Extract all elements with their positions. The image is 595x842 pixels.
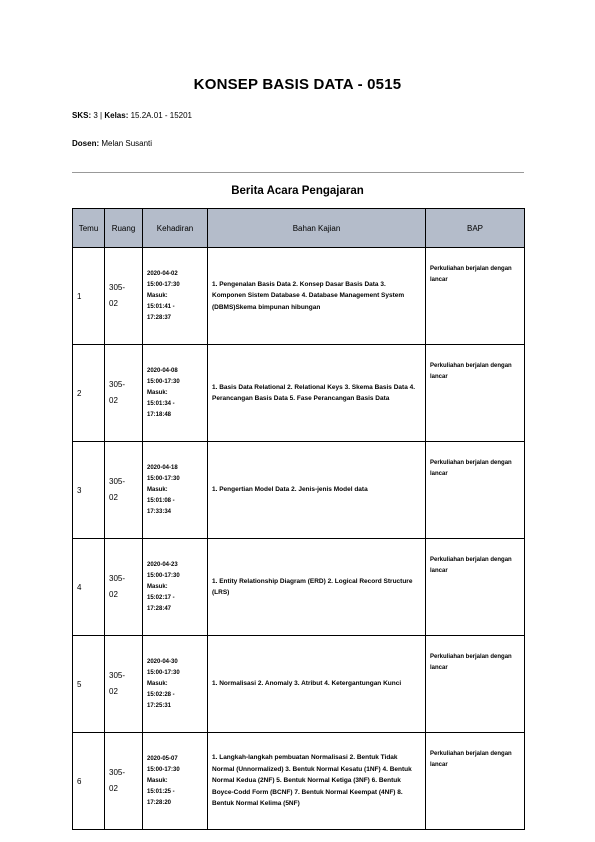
cell-bahan-kajian: 1. Langkah-langkah pembuatan Normalisasi 2. Bentuk Tidak Normal (Unnormalized) 3. Bentuk Normal Kesatu (1NF) 4. Bentuk Normal Kedua (2NF) 5. Bentuk Normal Ketiga (3NF) 6. Bentuk Boyce-Codd Form (BCNF) 7. Bentuk Normal Keempat (4NF) 8. Bentuk Normal Kelima (5NF) xyxy=(208,733,426,830)
table-header-row xyxy=(73,209,525,248)
cell-ruang: 305- 02 xyxy=(105,442,143,539)
cell-temu: 1 xyxy=(73,248,105,345)
cell-kehadiran: 2020-04-23 15:00-17:30 Masuk: 15:02:17 - 17:28:47 xyxy=(143,539,208,636)
cell-bahan-kajian: 1. Normalisasi 2. Anomaly 3. Atribut 4. Ketergantungan Kunci xyxy=(208,636,426,733)
cell-ruang: 305- 02 xyxy=(105,733,143,830)
kelas-label: Kelas: xyxy=(104,111,129,120)
dosen-label: Dosen: xyxy=(72,139,100,148)
sks-value: 3 xyxy=(93,111,98,120)
header-ruang: Ruang xyxy=(105,209,143,248)
lecturer-line xyxy=(72,139,152,148)
cell-ruang: 305- 02 xyxy=(105,248,143,345)
section-title: Berita Acara Pengajaran xyxy=(231,185,364,197)
table-row xyxy=(73,733,525,830)
cell-kehadiran: 2020-04-30 15:00-17:30 Masuk: 15:02:28 - 17:25:31 xyxy=(143,636,208,733)
cell-bahan-kajian: 1. Basis Data Relational 2. Relational Keys 3. Skema Basis Data 4. Perancangan Basis Data 5. Fase Perancangan Basis Data xyxy=(208,345,426,442)
cell-kehadiran: 2020-05-07 15:00-17:30 Masuk: 15:01:25 - 17:28:20 xyxy=(143,733,208,830)
cell-bap: Perkuliahan berjalan dengan lancar xyxy=(426,636,525,733)
cell-bap: Perkuliahan berjalan dengan lancar xyxy=(426,733,525,830)
header-kehadiran: Kehadiran xyxy=(143,209,208,248)
cell-ruang: 305- 02 xyxy=(105,539,143,636)
cell-kehadiran: 2020-04-02 15:00-17:30 Masuk: 15:01:41 - 17:28:37 xyxy=(143,248,208,345)
cell-bahan-kajian: 1. Pengenalan Basis Data 2. Konsep Dasar Basis Data 3. Komponen Sistem Database 4. Database Management System (DBMS)Skema bimpunan hibungan xyxy=(208,248,426,345)
cell-bap: Perkuliahan berjalan dengan lancar xyxy=(426,248,525,345)
cell-temu: 3 xyxy=(73,442,105,539)
header-bap: BAP xyxy=(426,209,525,248)
cell-ruang: 305- 02 xyxy=(105,636,143,733)
separator: | xyxy=(100,111,103,120)
header-bahan-kajian: Bahan Kajian xyxy=(208,209,426,248)
kelas-value: 15.2A.01 - 15201 xyxy=(130,111,192,120)
cell-bahan-kajian: 1. Entity Relationship Diagram (ERD) 2. Logical Record Structure (LRS) xyxy=(208,539,426,636)
cell-kehadiran: 2020-04-18 15:00-17:30 Masuk: 15:01:08 - 17:33:34 xyxy=(143,442,208,539)
cell-bap: Perkuliahan berjalan dengan lancar xyxy=(426,539,525,636)
cell-bap: Perkuliahan berjalan dengan lancar xyxy=(426,442,525,539)
table-row xyxy=(73,248,525,345)
cell-temu: 6 xyxy=(73,733,105,830)
header-temu: Temu xyxy=(73,209,105,248)
cell-kehadiran: 2020-04-08 15:00-17:30 Masuk: 15:01:34 - 17:18:48 xyxy=(143,345,208,442)
cell-ruang: 305- 02 xyxy=(105,345,143,442)
dosen-value: Melan Susanti xyxy=(101,139,153,148)
teaching-record-table xyxy=(72,208,525,830)
table-row xyxy=(73,345,525,442)
table-row xyxy=(73,636,525,733)
cell-temu: 5 xyxy=(73,636,105,733)
sks-label: SKS: xyxy=(72,111,92,120)
divider xyxy=(72,172,524,173)
cell-bap: Perkuliahan berjalan dengan lancar xyxy=(426,345,525,442)
table-row xyxy=(73,539,525,636)
cell-bahan-kajian: 1. Pengertian Model Data 2. Jenis-jenis Model data xyxy=(208,442,426,539)
table-row xyxy=(73,442,525,539)
cell-temu: 2 xyxy=(73,345,105,442)
cell-temu: 4 xyxy=(73,539,105,636)
course-meta-line xyxy=(72,111,192,120)
page-title: KONSEP BASIS DATA - 0515 xyxy=(193,76,402,93)
